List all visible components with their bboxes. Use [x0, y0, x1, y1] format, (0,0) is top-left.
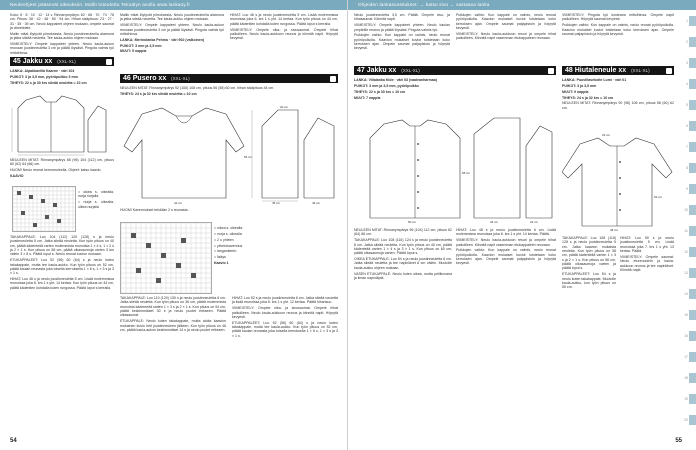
finishing-text: VIIMEISTELY: Ompele olka- ja sivusaumat. Ompele hihat paikoilleen. Neulo kaula-aukkoon reunus ja kiinnitä napit. Höyrytä kevyesti. — [232, 306, 338, 319]
pattern-number: 47 — [357, 67, 365, 74]
chapter-tab-number: 10 — [684, 208, 688, 212]
dimension-label: 62 cm — [654, 195, 663, 199]
text: Puikkojen vaihto: Kun kappale on valmis, neulo reunat pyöröpuikolla. Kaavion mukaiset kuviot toistetaan koko kerroksen ajan. Ompele saumat patjapistoin ja höyrytä kevyesti. — [354, 33, 450, 51]
pattern-46-body-col-a — [120, 296, 226, 334]
measurements: NEULEEN MITAT: Rinnanympärys 88 (96) 104 (112) cm, pituus 60 (62) 64 (66) cm. — [10, 158, 114, 167]
sleeves-text: HIHAT: Luo 50 s ja neulo joustinneuletta 5 cm. Lisää reunoissa joka 7. krs 1 s yht. 13 kertaa. Päätä. — [620, 236, 674, 254]
legend-item: = lisäys — [214, 255, 226, 260]
pattern-sizes: (XXL-XL) — [631, 68, 650, 73]
pattern-48-body-col-a — [562, 236, 616, 291]
left-column-1c — [10, 235, 114, 292]
dimension-label: 23 cm — [602, 133, 611, 137]
chapter-tab — [689, 184, 696, 194]
pattern-46-heading — [120, 74, 338, 83]
gauge-info: TIHEYS: 24 s ja 32 krs = 10 cm — [562, 95, 614, 100]
chapter-tab-number: 3 — [686, 61, 688, 65]
measurements: NEULEEN MITAT: Rinnanympärys 96 (104) 112 cm, pituus 62 (64) 66 cm. — [354, 228, 452, 237]
legend-item: = langankierto — [214, 249, 237, 254]
chart-label: KAAVIO — [10, 174, 24, 179]
chapter-tab-number: 17 — [684, 355, 688, 359]
yarn-info: LANKA: Alpakkavilla Kaarne · väri 104 — [10, 69, 75, 74]
pattern-number: 48 — [565, 67, 573, 74]
finishing-text: VIIMEISTELY: Ompele kappaleet yhteen. Neulo kaula-aukon reunaan joustinneuletta 3 cm ja päätä löysästi. Pingota valmis työ mittoihinsa. — [120, 23, 224, 36]
chapter-tab-number: 4 — [686, 82, 688, 86]
finishing-text: VIIMEISTELY: Neulo kaula-aukkoon resori ja ompele hihat paikoilleen. Kiinnitä napit vasemman etukappaleen reunaan. — [456, 238, 556, 247]
chart-45-legend — [78, 190, 114, 210]
pattern-47-specs — [354, 78, 556, 100]
chapter-tab-number: 1 — [686, 19, 688, 23]
text: Neulo joustinneuletta 3,5 cm. Päätä. Ompele sivu- ja hihasaumat. Kiinnitä napit. — [354, 13, 450, 22]
chapter-tab — [689, 247, 696, 257]
chapter-tab — [689, 142, 696, 152]
pattern-sizes: (XXL-XL) — [57, 59, 76, 65]
pattern-title: Jakku xx — [366, 67, 397, 74]
left-page-header: Neuleohjeet pääsevät oikeuksiin. Mallit toteutettu Tekoälyn avulla www.lankaoy.fi — [0, 0, 347, 10]
left-column-1 — [10, 13, 114, 87]
legend-item: = 2 o yhteen — [214, 237, 234, 242]
dimension-label: 48 cm — [610, 228, 619, 232]
page-number-right: 55 — [675, 438, 682, 444]
front-piece-text: ETUKAPPALEET: Luo 54 s ja neulo kuten takakappale. Muotoile kaula-aukko, kun työn pituus on 50 cm. — [562, 272, 616, 290]
pattern-46-body-col-b — [232, 296, 338, 340]
difficulty-badge — [666, 68, 672, 74]
difficulty-badge — [548, 68, 554, 74]
legend-item: = ylivetokavennus — [214, 243, 243, 248]
needles-info: PUIKOT: 3 mm ja 3,5 mm, pyöröpuikko — [354, 83, 419, 88]
sleeves-text: HIHAT: Luo 48 s ja neulo joustinneuletta 6 cm. Lisää molemmissa reunoissa joka 6. krs 1 s yht. 14 kertaa. Päätä. — [456, 228, 556, 237]
pattern-47-body-col-a — [354, 228, 452, 282]
right-page-header: Ohjeiden lankasuositukset: → katso sivu → vastaava lanka — [348, 0, 696, 10]
chapter-tab-number: 5 — [686, 103, 688, 107]
text: Puikkojen vaihto: Kun kappale on valmis, neulo reunat pyöröpuikolla. Kaavion mukaiset kuviot toistetaan koko kerroksen ajan. Ompele saumat patjapistoin ja höyrytä kevyesti. — [562, 23, 674, 36]
notions-info: MUUT: 9 nappia — [562, 89, 589, 94]
chapter-tab-number: 9 — [686, 187, 688, 191]
chapter-tab-number: 8 — [686, 166, 688, 170]
yarn-info: LANKA: Villalanka Kide · väri 03 (vaaleanharmaa) — [354, 78, 437, 82]
chapter-tab-number: 14 — [684, 292, 688, 296]
finishing-text: VIIMEISTELY: Ompele saumat. Neulo etureunoihin ja kaula-aukkoon reunus ja tee napinlävet. Kiinnitä napit. — [620, 254, 674, 272]
text: Puikkojen vaihto: Kun kappale on valmis, neulo reunat pyöröpuikolla. Kaavion mukaiset kuviot toistetaan koko kerroksen ajan. Ompele saumat patjapistoin ja höyrytä kevyesti. — [456, 13, 556, 31]
dimension-label: 20 cm — [280, 105, 289, 109]
pattern-48-body-col-b — [620, 236, 674, 274]
chapter-tab — [689, 289, 696, 299]
pattern-47-schematic — [354, 104, 556, 224]
pattern-47-heading — [354, 66, 556, 75]
chapter-tab — [689, 352, 696, 362]
chapter-tab — [689, 58, 696, 68]
notions-info: MUUT: 5 nappia — [120, 49, 147, 54]
chapter-tab-number: 6 — [686, 124, 688, 128]
pattern-sizes: (XXL-XL) — [171, 76, 190, 81]
pattern-sizes: (XXL-XL) — [401, 68, 420, 73]
chapter-tab — [689, 16, 696, 26]
legend-item: = nurja s. oikealla, oikea nurjalla — [78, 200, 114, 209]
chapter-tab-number: 16 — [684, 334, 688, 338]
chapter-tab — [689, 268, 696, 278]
dimension-label: 46 cm — [312, 201, 321, 204]
measurements: NEULEEN MITAT: Rinnanympärys 90 (98) 106 cm, pituus 58 (60) 62 cm. — [562, 101, 674, 110]
text: HIHAT: Luo 46 s ja neulo joustinneuletta 5 cm. Lisää molemmissa reunoissa joka 6. krs 1 s yht. 14 kertaa. Kun työn pituus on 44 cm, päätä kädentien kohdalla kuten rungossa. Päätä loput s kerralla. — [230, 13, 338, 26]
pattern-46-specs — [120, 86, 338, 96]
gauge-info: TIHEYS: 22 s ja 30 krs sileää neuletta = 10 cm — [10, 80, 87, 85]
note: HUOM! Kavennukset tehdään 2 s reunasta. — [120, 208, 189, 212]
needles-info: PUIKOT: 3 ja 3,5 mm — [562, 83, 597, 88]
legend-item: = oikea s. oikealla — [214, 226, 243, 230]
dimension-label: 56 cm — [244, 155, 253, 159]
left-column-3 — [230, 13, 338, 42]
intro-text: Koko: 6 · 8 · 10 · 12 · 14 v. Rinnanympärys: 62 · 66 · 70 · 74 · 78 cm. Pituus: 38 · 42 · 46 · 50 · 54 cm. Hihan sisäpituus: 23 · 27 · 31 · 35 · 39 cm. Neulo kappaleet ohjeen mukaan, ompele saumat ja viimeistele. — [10, 13, 114, 31]
needles-info: PUIKOT: 3 mm ja 3,5 mm — [120, 43, 162, 48]
pattern-number: 46 — [123, 75, 131, 82]
pattern-48-heading-wrap — [562, 64, 674, 112]
needles-info: PUIKOT: 3 ja 3,5 mm, pyöröpuikko 3 mm — [10, 74, 78, 79]
pattern-47-body-col-b — [456, 228, 556, 267]
chapter-tab-number: 2 — [686, 40, 688, 44]
dimension-label: 58 cm — [462, 171, 471, 175]
chart-label: Kaavio 1 — [214, 261, 229, 266]
finishing-text: VIIMEISTELY: Pingota työ kosteana mittoihinsa. Ompele napit paikoilleen. Höyrytä saumat kevyesti. — [562, 13, 674, 22]
chapter-tab-number: 19 — [684, 397, 688, 401]
pattern-46-heading-wrap — [120, 72, 338, 98]
chapter-tab — [689, 415, 696, 425]
dimension-label: 22 cm — [530, 220, 539, 224]
chapter-tab — [689, 226, 696, 236]
chapter-tab — [689, 205, 696, 215]
chapter-tab-number: 7 — [686, 145, 688, 149]
chapter-tab — [689, 163, 696, 173]
chapter-tab — [689, 373, 696, 383]
legend-item: = oikea s. oikealla, nurja nurjalla — [78, 190, 114, 199]
sleeves-text: HIHAT: Luo 52 s ja neulo joustinneuletta 6 cm. Jatka sileää neuletta ja lisää reunoissa joka 8. krs 1 s yht. 12 kertaa. Päätä hihansuu. — [232, 296, 338, 305]
gauge-info: TIHEYS: 22 s ja 30 krs = 10 cm — [354, 89, 406, 94]
back-piece-text: TAKAKAPPALE: Luo 110 (120) 130 s ja neulo joustinneuletta 6 cm. Jatka sileää neuletta. Kun työn pituus on 36 cm, päätä molemmista reunoista kädenteitä varten 1 × 3 s ja 2 × 1 s. Kun pituus on 54 cm, päätä keskimmäiset 30 s ja neulo puolet erikseen. Päätä olkasaumat. — [120, 296, 226, 318]
left-column-2 — [120, 13, 224, 55]
front-piece-text: VASEN ETUKAPPALE: Neulo kuten oikea, mutta peilikuvana ja ilman napinläpiä. — [354, 271, 452, 280]
pattern-46-knitting-chart — [120, 222, 212, 294]
sleeves-text: HIHAT: Luo 46 s ja neulo joustinneuletta 5 cm. Lisää molemmissa reunoissa joka 6. krs 1 s yht. 14 kertaa. Kun työn pituus on 44 cm, päätä kädentien kohdalla kuten rungossa. Päätä loput s kerralla. — [10, 277, 114, 290]
chapter-tab — [689, 394, 696, 404]
text: Puikkojen vaihto: Kun kappale on valmis, neulo reunat pyöröpuikolla. Kaavion mukaiset kuviot toistetaan koko kerroksen ajan. Ompele saumat patjapistoin ja höyrytä kevyesti. — [456, 248, 556, 266]
text: VIIMEISTELY: Ompele olka- ja sivusaumat. Ompele hihat paikoilleen. Neulo kaula-aukkoon reunus ja kiinnitä napit. Höyrytä kevyesti. — [230, 27, 338, 41]
dimension-label: 46 cm — [490, 220, 499, 224]
measurements: NEULEEN MITAT: Rinnanympärys 92 (100) 108 cm, pituus 56 (58) 60 cm, hihan sisäpituus 44 cm. — [120, 86, 275, 90]
chapter-tab-number: 12 — [684, 250, 688, 254]
yarn-info: LANKA: Puuvillasekoite Lumi · väri 01 — [562, 78, 627, 82]
yarn-info: LANKA: Merinolanka Pehmo · väri 902 (valkoinen) — [120, 37, 205, 42]
right-column-1 — [354, 13, 450, 52]
dimension-label: 42 cm — [174, 201, 183, 204]
chapter-tab — [689, 331, 696, 341]
pattern-45-knitting-chart — [12, 186, 76, 232]
right-column-3 — [562, 13, 674, 38]
chapter-tab — [689, 79, 696, 89]
dimension-label: 50 cm — [408, 220, 417, 224]
pattern-title: Hiutaleneule xx — [574, 67, 627, 74]
text: ETUKAPPALEET: Luo 52 (56) 60 (64) s ja neulo kuten takakappale, mutta tee kaula-aukko. Kun työn pituus on 52 cm, päätä kaulan reunasta joka toisella kerroksella 1 × 6 s, 1 × 3 s ja 3 × 1 s. — [232, 320, 338, 338]
pattern-number: 45 — [13, 58, 21, 66]
pattern-45-schematic — [10, 86, 112, 156]
back-piece-text: TAKAKAPPALE: Luo 108 (116) 124 s ja neulo joustinneuletta 6 cm. Jatka sileää neuletta. Kun työn pituus on 40 cm, päätä kädenteitä varten 1 × 4 s ja 3 × 1 s. Kun pituus on 60 cm, päätä olkasaumoja varten. Päätä loput s. — [354, 238, 452, 256]
chapter-tab-number: 11 — [684, 229, 688, 233]
left-column-1b — [10, 158, 114, 180]
pattern-title: Pusero xx — [132, 75, 167, 82]
pattern-title: Jakku xx — [22, 58, 53, 66]
intro-text: Mallin mitat löytyvät piirroksesta. Neulo joustinneuleella alareuna ja jatka sileää neuletta. Tee kaula-aukko ohjeen mukaan. — [120, 13, 224, 22]
pattern-48-schematic — [562, 132, 674, 232]
intro-text-2: Mallin mitat löytyvät piirroksesta. Neulo joustinneuleella alareuna ja jatka sileää neuletta. Tee kaula-aukko ohjeen mukaan. — [10, 31, 114, 41]
front-piece-text: ETUKAPPALE: Neulo kuten takakappale, mutta aloita kaavion mukainen kuvio heti joustinneuleen jälkeen. Kun työn pituus on 46 cm, päätä kaula-aukon keskimmäiset 14 s ja neulo puolet erikseen. — [120, 319, 226, 332]
chapter-tab-number: 15 — [684, 313, 688, 317]
chapter-tab-number: 13 — [684, 271, 688, 275]
page-number-left: 54 — [10, 438, 17, 444]
front-piece-text: OIKEA ETUKAPPALE: Luo 54 s ja neulo joustinneuletta 6 cm. Jatka sileää neuletta ja tee napinlävet 8 cm välein. Muotoile kaula-aukko ohjeen mukaan. — [354, 257, 452, 270]
chapter-tab — [689, 37, 696, 47]
back-piece-text: TAKAKAPPALE: Luo 104 (112) 120 (128) s ja neulo joustinneuletta 5 cm. Jatka sileää neuletta. Kun työn pituus on 40 cm, päätä kädenteitä varten molemmista reunoista 1 × 4 s, 1 × 2 s ja 2 × 1 s. Kun pituus on 58 cm, päätä olkasaumoja varten 3 krs välein 3 × 8 s. Päätä loput s. Neulo reunat kuvion mukaan. — [10, 235, 114, 257]
gauge-info: TIHEYS: 24 s ja 32 krs sileää neuletta = 10 cm — [120, 91, 197, 96]
pattern-45-heading — [10, 57, 114, 66]
note: HUOM! Neulo reunat kerroneuleella. Ohjeet: katso kaavio. — [10, 168, 102, 173]
back-piece-text: TAKAKAPPALE: Luo 108 (118) 128 s ja neulo joustinneuletta 5 cm. Jatka kaavion mukaista neuletta. Kun työn pituus on 38 cm, päätä kädenteitä varten 1 × 3 s ja 2 × 1 s. Kun pituus on 56 cm, päätä olkasaumoja varten ja päätä loput s. — [562, 236, 616, 271]
pattern-47-heading-wrap — [354, 64, 556, 101]
front-piece-text: ETUKAPPALEET: Luo 52 (56) 60 (64) s ja neulo kuten takakappale, mutta tee kaula-aukko. Kun työn pituus on 52 cm, päätä kaulan reunasta joka toisella kerroksella 1 × 6 s, 1 × 3 s ja 3 × 1 s. — [10, 258, 114, 276]
chapter-tab-number: 20 — [684, 418, 688, 422]
dimension-label: 45 cm — [272, 201, 281, 204]
chart-46-legend — [214, 226, 336, 267]
chapter-tab — [689, 100, 696, 110]
difficulty-badge — [330, 76, 336, 82]
right-column-2 — [456, 13, 556, 42]
notions-info: MUUT: 7 nappia — [354, 95, 381, 100]
chapter-tab-number: 18 — [684, 376, 688, 380]
difficulty-badge — [106, 59, 112, 65]
chapter-tab — [689, 121, 696, 131]
finishing-text: VIIMEISTELY: Ompele kappaleet yhteen. Neulo kaula-aukon reunaan joustinneuletta 3 cm ja päätä löysästi. Pingota valmis työ mittoihinsa. — [10, 42, 114, 55]
finishing-text: VIIMEISTELY: Neulo kaula-aukkoon resori ja ompele hihat paikoilleen. Kiinnitä napit vasemman etukappaleen reunaan. — [456, 31, 556, 41]
legend-item: = nurja s. oikealla — [214, 231, 242, 236]
pattern-46-details — [120, 208, 338, 214]
pattern-46-schematic — [122, 100, 338, 204]
pattern-48-specs — [562, 78, 674, 110]
pattern-48-heading — [562, 66, 674, 75]
chapter-tab — [689, 310, 696, 320]
right-page — [348, 0, 696, 450]
finishing-text: VIIMEISTELY: Ompele kappaleet yhteen. Neulo kaulan ympärille reunus ja päätä löysästi. Pingota valmis työ. — [354, 23, 450, 32]
